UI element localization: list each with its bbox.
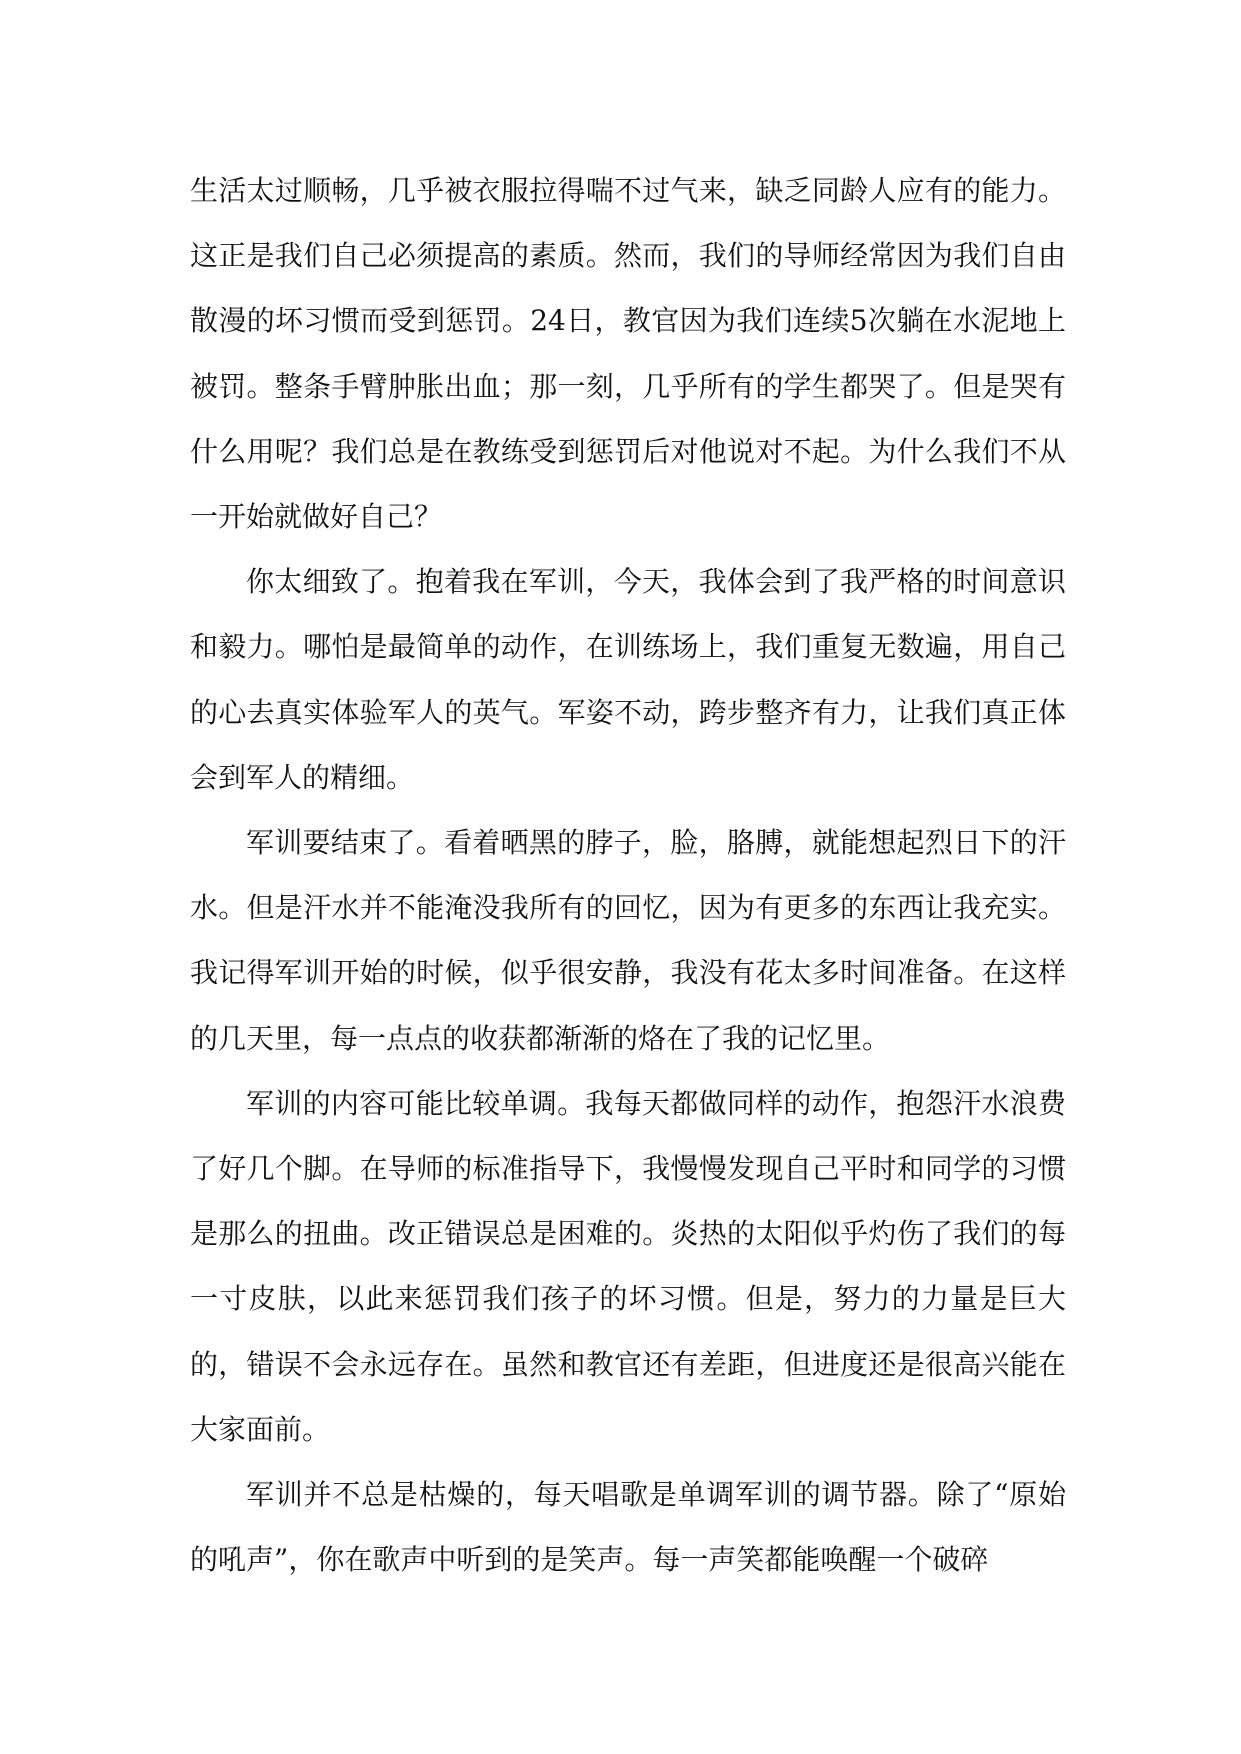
paragraph-1: 生活太过顺畅，几乎被衣服拉得喘不过气来，缺乏同龄人应有的能力。这正是我们自己必须提高的素质。然而，我们的导师经常因为我们自由散漫的坏习惯而受到惩罚。24日，教官因为我们连续5次躺在水泥地上被罚。整条手臂肿胀出血；那一刻，几乎所有的学生都哭了。但是哭有什么用呢？我们总是在教练受到惩罚后对他说对不起。为什么我们不从一开始就做好自己？ bbox=[190, 174, 1066, 534]
document-body bbox=[190, 158, 1066, 1592]
paragraph-5: 军训并不总是枯燥的，每天唱歌是单调军训的调节器。除了“原始的吼声”，你在歌声中听到的是笑声。每一声笑都能唤醒一个破碎 bbox=[190, 1478, 1066, 1577]
paragraph-2: 你太细致了。抱着我在军训，今天，我体会到了我严格的时间意识和毅力。哪怕是最简单的动作，在训练场上，我们重复无数遍，用自己的心去真实体验军人的英气。军姿不动，跨步整齐有力，让我们真正体会到军人的精细。 bbox=[190, 565, 1066, 794]
paragraph-4: 军训的内容可能比较单调。我每天都做同样的动作，抱怨汗水浪费了好几个脚。在导师的标准指导下，我慢慢发现自己平时和同学的习惯是那么的扭曲。改正错误总是困难的。炎热的太阳似乎灼伤了我们的每一寸皮肤，以此来惩罚我们孩子的坏习惯。但是，努力的力量是巨大的，错误不会永远存在。虽然和教官还有差距，但进度还是很高兴能在大家面前。 bbox=[190, 1086, 1066, 1446]
paragraph-3: 军训要结束了。看着晒黑的脖子，脸，胳膊，就能想起烈日下的汗水。但是汗水并不能淹没我所有的回忆，因为有更多的东西让我充实。我记得军训开始的时候，似乎很安静，我没有花太多时间准备。在这样的几天里，每一点点的收获都渐渐的烙在了我的记忆里。 bbox=[190, 826, 1066, 1055]
